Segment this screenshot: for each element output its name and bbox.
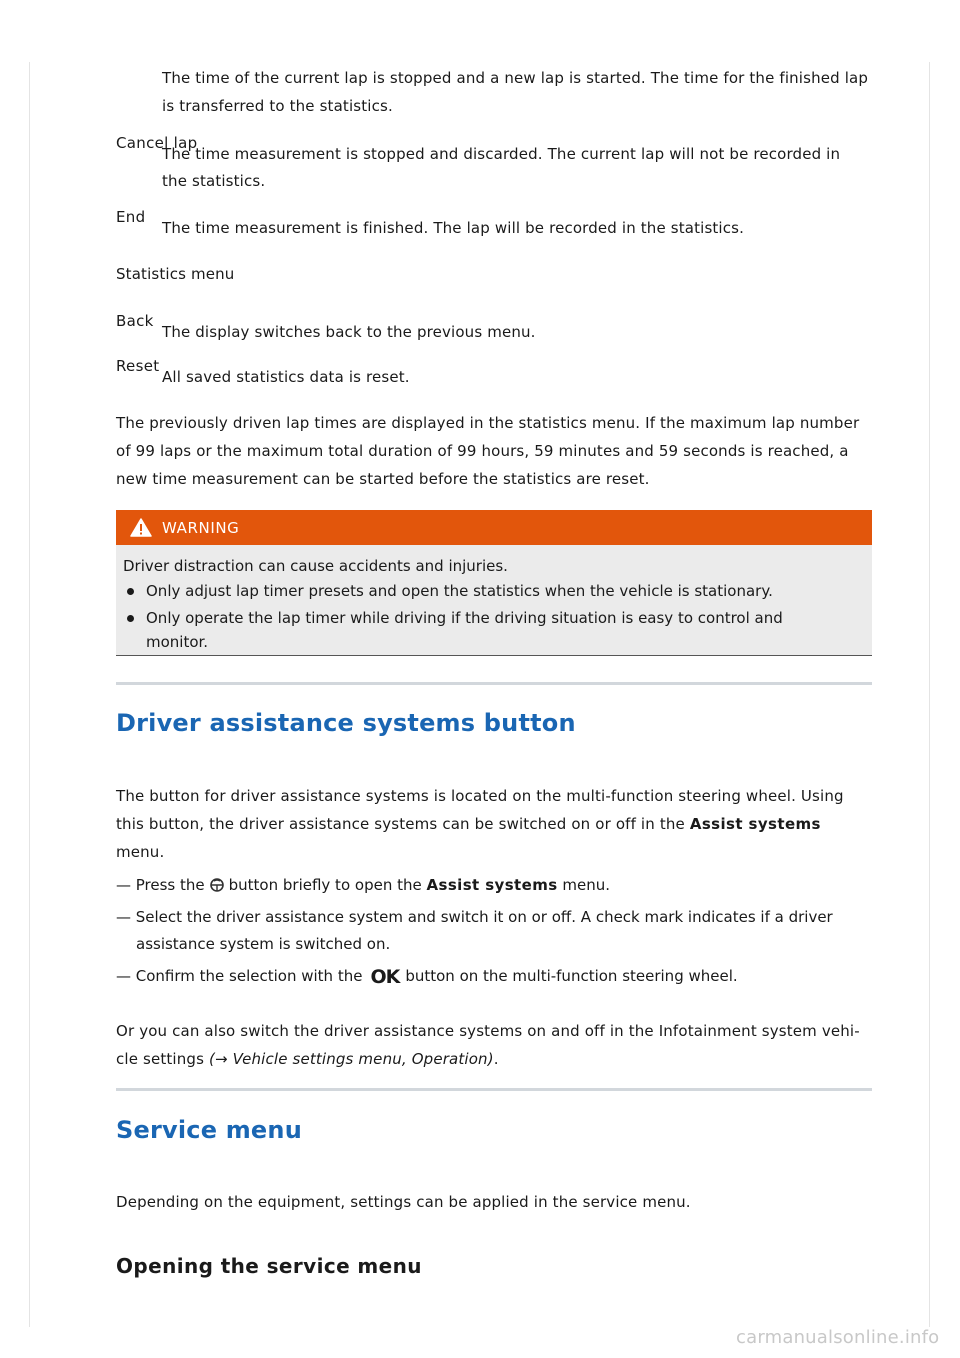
back-description: The display switches back to the previous menu. xyxy=(162,323,536,341)
cancel-lap-description-line-1: The time measurement is stopped and discarded. The current lap will not be recorded in xyxy=(162,145,841,163)
opening-service-menu-heading: Opening the service menu xyxy=(116,1254,422,1278)
cancel-lap-description-line-2: the statistics. xyxy=(162,172,266,190)
section-divider-2 xyxy=(116,1088,872,1091)
warning-item-2-line-2: monitor. xyxy=(146,633,209,651)
statistics-paragraph-line-2: of 99 laps or the maximum total duration of 99 hours, 59 minutes and 59 seconds is reached, a xyxy=(116,442,849,460)
das-intro-line-2: this button, the driver assistance systems can be switched on or off in the Assist systems xyxy=(116,815,821,833)
warning-header xyxy=(116,510,872,545)
das-step-2-line-2: assistance system is switched on. xyxy=(136,935,391,953)
page-border-right xyxy=(929,62,930,1327)
page-border-left xyxy=(29,62,30,1327)
new-lap-description-line-1: The time of the current lap is stopped and a new lap is started. The time for the finished lap xyxy=(162,69,869,87)
das-step-1: — Press the button briefly to open the Assist systems menu. xyxy=(116,876,610,894)
statistics-menu-heading: Statistics menu xyxy=(116,265,235,283)
steering-wheel-assist-icon xyxy=(209,877,225,893)
assist-systems-label: Assist systems xyxy=(689,815,821,833)
das-step-2-line-1: — Select the driver assistance system and switch it on or off. A check mark indicates if a driver xyxy=(116,908,833,926)
end-term: End xyxy=(116,208,146,226)
cancel-lap-term: Cancel lap xyxy=(116,134,198,152)
das-outro-line-1: Or you can also switch the driver assistance systems on and off in the Infotainment system vehi- xyxy=(116,1022,860,1040)
reset-term: Reset xyxy=(116,357,160,375)
warning-box xyxy=(116,510,872,656)
warning-item-1: Only adjust lap timer presets and open the statistics when the vehicle is stationary. xyxy=(146,579,846,603)
reset-description: All saved statistics data is reset. xyxy=(162,368,410,386)
ok-button-icon: OK xyxy=(370,966,400,988)
back-term: Back xyxy=(116,312,154,330)
section-divider xyxy=(116,682,872,685)
warning-item-2 xyxy=(146,606,846,654)
service-section-title: Service menu xyxy=(116,1116,302,1144)
service-intro: Depending on the equipment, settings can be applied in the service menu. xyxy=(116,1193,691,1211)
das-step-3: — Confirm the selection with the OK button on the multi-function steering wheel. xyxy=(116,962,738,991)
warning-item-2-line-1: Only operate the lap timer while driving if the driving situation is easy to control and xyxy=(146,609,783,627)
statistics-paragraph-line-3: new time measurement can be started before the statistics are reset. xyxy=(116,470,650,488)
warning-label: WARNING xyxy=(162,518,240,537)
warning-triangle-icon xyxy=(130,518,152,537)
watermark: carmanualsonline.info xyxy=(736,1327,940,1348)
das-intro-line-1: The button for driver assistance systems is located on the multi-function steering wheel. Using xyxy=(116,787,844,805)
das-intro-line-3: menu. xyxy=(116,843,165,861)
das-section-title: Driver assistance systems button xyxy=(116,709,576,737)
warning-lead: Driver distraction can cause accidents and injuries. xyxy=(123,557,508,575)
das-outro-line-2: cle settings (→ Vehicle settings menu, Operation). xyxy=(116,1050,499,1068)
new-lap-description-line-2: is transferred to the statistics. xyxy=(162,97,393,115)
vehicle-settings-cross-reference[interactable]: (→ Vehicle settings menu, Operation) xyxy=(208,1050,494,1068)
statistics-paragraph-line-1: The previously driven lap times are displayed in the statistics menu. If the maximum lap number xyxy=(116,414,860,432)
end-description: The time measurement is finished. The lap will be recorded in the statistics. xyxy=(162,219,745,237)
